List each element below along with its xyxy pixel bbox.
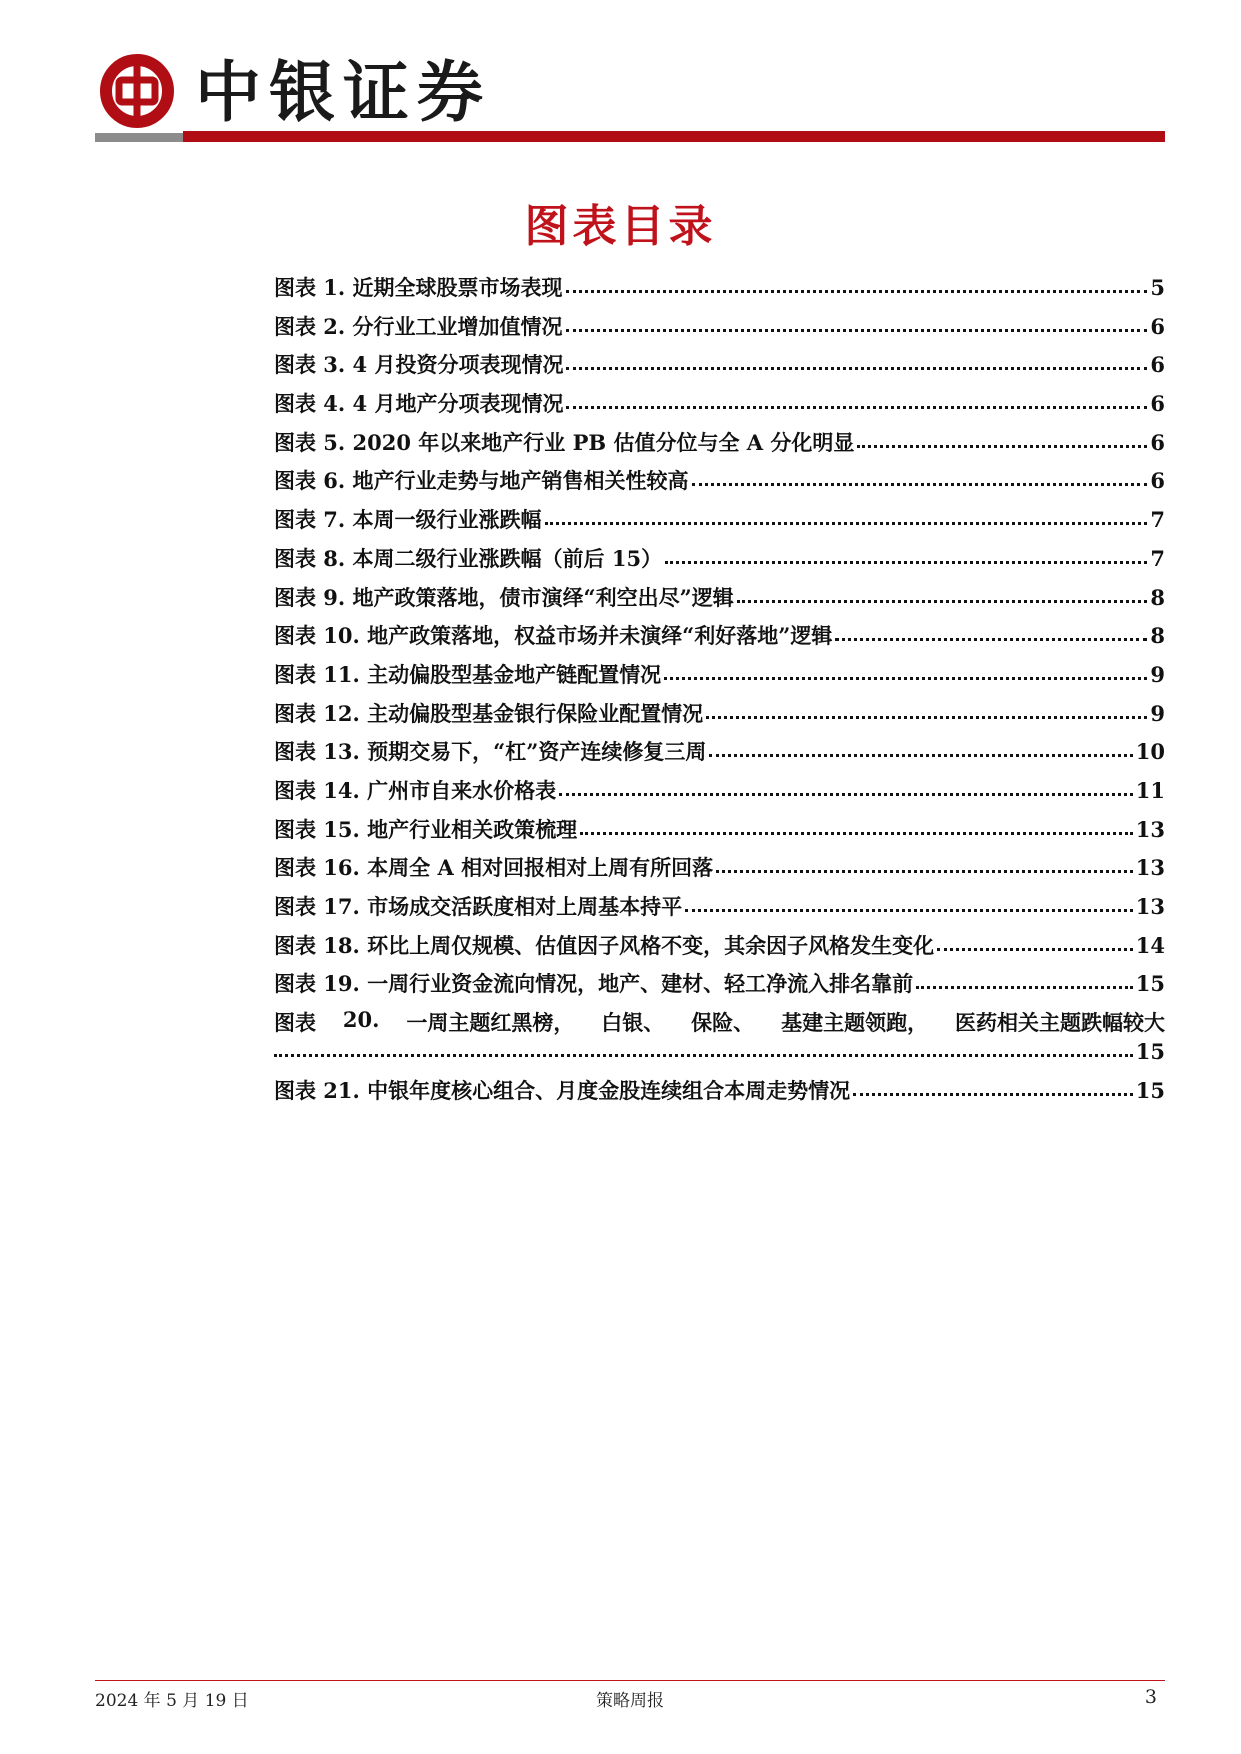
toc-entry-page: 15 [1135,971,1165,997]
footer-divider [95,1680,1165,1681]
toc-entry-label [274,1007,1165,1039]
page-number: 3 [1144,1686,1157,1708]
toc-entry[interactable] [274,968,1165,1007]
toc-entry[interactable] [274,543,1165,582]
toc-dot-leader [274,1050,1133,1057]
footer-doc-type: 策略周报 [596,1691,664,1711]
toc-entry-label: 图表 12. 主动偏股型基金银行保险业配置情况 [274,700,704,726]
toc-entry-label: 图表 15. 地产行业相关政策梳理 [274,816,578,842]
toc-dot-leader [737,596,1148,603]
toc-entry-label: 图表 21. 中银年度核心组合、月度金股连续组合本周走势情况 [274,1078,851,1104]
toc-entry-label: 图表 4. 4 月地产分项表现情况 [274,391,564,417]
toc-dot-leader [664,673,1147,680]
toc-dot-leader [566,286,1148,293]
toc-entry-label: 图表 7. 本周一级行业涨跌幅 [274,507,542,533]
toc-entry-page: 13 [1135,816,1165,842]
toc-entry-label-part: 保险、 [691,1010,755,1036]
toc-dot-leader [665,557,1147,564]
toc-entry[interactable] [274,1007,1165,1075]
toc-entry-page: 6 [1150,468,1165,494]
toc-dot-leader [545,518,1148,525]
toc-entry-label: 图表 6. 地产行业走势与地产销售相关性较高 [274,468,689,494]
toc-entry-page: 10 [1135,739,1165,765]
toc-dot-leader [685,905,1133,912]
toc-entry[interactable] [274,814,1165,853]
toc-entry[interactable] [274,1075,1165,1114]
toc-dot-leader [857,441,1147,448]
toc-entry-page: 7 [1150,507,1165,533]
brand-name: 中银证券 [195,54,491,131]
toc-entry[interactable] [274,775,1165,814]
toc-dot-leader [853,1089,1133,1096]
toc-entry[interactable] [274,736,1165,775]
toc-entry[interactable] [274,698,1165,737]
toc-entry-page: 7 [1150,545,1165,571]
toc-entry-label: 图表 2. 分行业工业增加值情况 [274,313,563,339]
toc-entry-page: 15 [1135,1039,1165,1065]
toc-dot-leader [566,402,1147,409]
toc-entry-page: 9 [1150,661,1165,687]
toc-entry-page: 9 [1150,700,1165,726]
toc-dot-leader [835,634,1147,641]
toc-entry[interactable] [274,930,1165,969]
toc-dot-leader [916,982,1133,989]
toc-entry-page: 6 [1150,313,1165,339]
toc-entry-page: 13 [1135,894,1165,919]
bank-of-china-logo-icon [99,53,175,129]
toc-entry-label: 图表 19. 一周行业资金流向情况，地产、建材、轻工净流入排名靠前 [274,971,914,997]
toc-entry-label: 图表 13. 预期交易下，“杠”资产连续修复三周 [274,739,707,765]
toc-dot-leader [937,944,1133,951]
toc-entry-label-part: 医药相关主题跌幅较大 [954,1010,1165,1036]
toc-entry-page: 6 [1150,429,1165,455]
toc-entry-page: 6 [1150,391,1165,417]
toc-dot-leader [566,325,1148,332]
toc-entry-label: 图表 5. 2020 年以来地产行业 PB 估值分位与全 A 分化明显 [274,429,855,455]
toc-entry-page: 13 [1135,855,1165,881]
toc-entry[interactable] [274,349,1165,388]
toc-dot-leader [559,789,1133,796]
toc-entry-label-part: 20. [342,1007,380,1033]
footer [95,1686,1165,1712]
toc-entry-label: 图表 18. 环比上周仅规模、估值因子风格不变，其余因子风格发生变化 [274,932,935,958]
toc-dot-leader [706,712,1147,719]
toc-entry-label: 图表 17. 市场成交活跃度相对上周基本持平 [274,894,683,919]
toc-entry[interactable] [274,620,1165,659]
toc-entry[interactable] [274,272,1165,311]
toc-entry[interactable] [274,427,1165,466]
toc-entry-page: 6 [1150,352,1165,378]
toc-entry-label-part: 图表 [274,1010,316,1036]
page-title: 图表目录 [524,201,717,252]
toc-entry-label: 图表 8. 本周二级行业涨跌幅（前后 15） [274,545,663,571]
toc-dot-leader [692,479,1148,486]
header [95,48,1165,138]
toc-dot-leader [716,866,1133,873]
toc-entry[interactable] [274,582,1165,621]
toc-entry-label: 图表 9. 地产政策落地，债市演绎“利空出尽”逻辑 [274,584,734,610]
toc-entry-label: 图表 14. 广州市自来水价格表 [274,777,557,803]
toc-entry-page: 15 [1135,1078,1165,1104]
toc-entry[interactable] [274,852,1165,891]
toc-entry-page: 5 [1150,275,1165,300]
toc-entry-label: 图表 10. 地产政策落地，权益市场并未演绎“利好落地”逻辑 [274,623,833,649]
toc-entry-page: 8 [1150,623,1165,649]
toc-entry[interactable] [274,465,1165,504]
toc-entry[interactable] [274,388,1165,427]
footer-date: 2024 年 5 月 19 日 [95,1691,249,1711]
toc-entry-label: 图表 16. 本周全 A 相对回报相对上周有所回落 [274,855,714,881]
toc-entry-label-part: 基建主题领跑， [781,1010,929,1036]
toc-entry-page: 11 [1135,777,1165,803]
toc-dot-leader [580,828,1133,835]
toc-entry-label: 图表 3. 4 月投资分项表现情况 [274,352,564,378]
toc-entry[interactable] [274,891,1165,930]
toc-entry[interactable] [274,504,1165,543]
toc-entry-label: 图表 1. 近期全球股票市场表现 [274,275,563,300]
toc-entry-page: 14 [1135,932,1165,958]
toc-entry-label: 图表 11. 主动偏股型基金地产链配置情况 [274,661,662,687]
header-bar-red [183,131,1165,142]
toc-entry-label-part: 白银、 [601,1010,665,1036]
table-of-figures [274,272,1165,1114]
toc-entry-page: 8 [1150,584,1165,610]
header-bar-gray [95,133,183,142]
toc-dot-leader [566,363,1147,370]
toc-dot-leader [709,750,1132,757]
toc-entry-label-part: 一周主题红黑榜， [406,1010,575,1036]
toc-entry[interactable] [274,311,1165,350]
toc-entry[interactable] [274,659,1165,698]
